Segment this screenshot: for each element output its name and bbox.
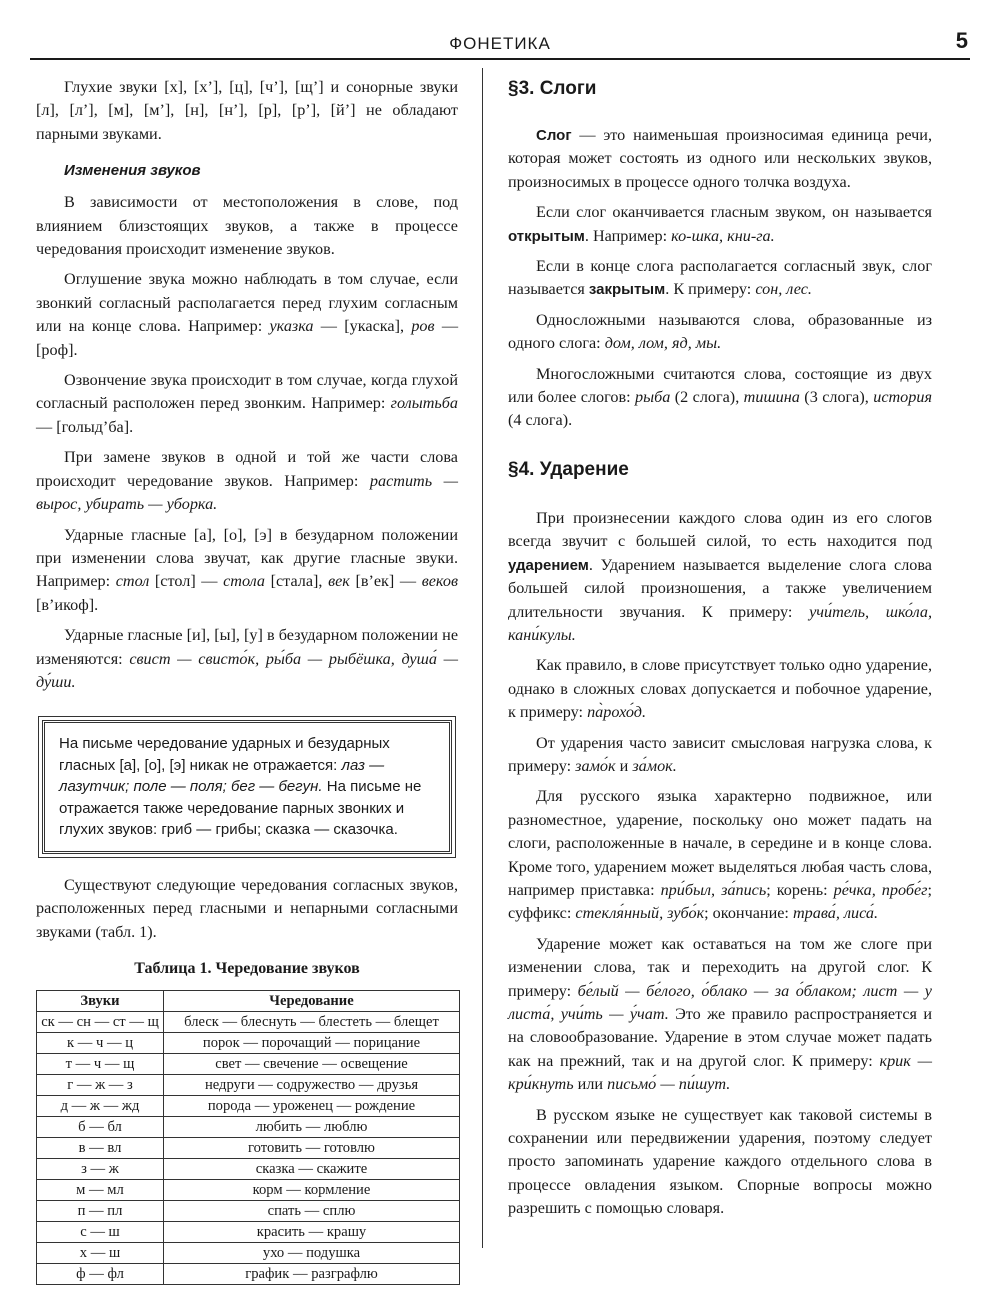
running-header bbox=[30, 28, 970, 60]
paragraph-stress-definition: При произнесении каждого слова один из его слогов всегда звучит с большей силой, то есть находится под ударением. Ударением называется выделение слога слова большей силой произношения, а также увеличением длительности звучания. К примеру: учи́тель, шко́ла, кани́кулы. bbox=[508, 508, 932, 644]
table-row: х — ш ухо — подушка bbox=[37, 1243, 460, 1264]
table-row: с — ш красить — крашу bbox=[37, 1222, 460, 1243]
table-row: д — ж — жд порода — уроженец — рождение bbox=[37, 1096, 460, 1117]
table-row: з — ж сказка — скажите bbox=[37, 1159, 460, 1180]
left-column bbox=[36, 76, 458, 1285]
paragraph-syllable-definition: Слог — это наименьшая произносимая единица речи, которая может состоять из одного или нескольких звуков, произносимых в процессе одного толчка воздуха. bbox=[508, 126, 932, 191]
table-row: б — бл любить — люблю bbox=[37, 1117, 460, 1138]
table-caption: Таблица 1. Чередование звуков bbox=[134, 960, 360, 978]
paragraph-stressed-vowels-aoe: Ударные гласные [а], [о], [э] в безударном положении при изменении слова звучат, как другие гласные звуки. Например: стол [стол] — стола [стала], век [в’ек] — веков [в’икоф]. bbox=[36, 525, 458, 614]
section-title-stress: §4. Ударение bbox=[508, 458, 629, 480]
column-divider bbox=[482, 68, 483, 1248]
paragraph-stress-memorize: В русском языке не существует как таковой системы в сохранении или передвижении ударения, поэтому следует просто запоминать ударение каждого отдельного слова в процессе овладения языком. Спорные вопросы можно разрешить с помощью словаря. bbox=[508, 1105, 932, 1218]
table-row: г — ж — з недруги — содружество — друзья bbox=[37, 1075, 460, 1096]
note-box: На письме чередование ударных и безударных гласных [а], [о], [э] никак не отражается: лаз — лазутчик; поле — поля; бег — бегун. На письме не отражается также чередование парных звонких и глухих звуков: гриб — грибы; сказка — сказочка. bbox=[42, 720, 452, 854]
table-row: к — ч — ц порок — порочащий — порицание bbox=[37, 1033, 460, 1054]
table-header-row bbox=[37, 991, 460, 1012]
column-header-alternation: Чередование bbox=[164, 991, 460, 1012]
table-row: п — пл спать — сплю bbox=[37, 1201, 460, 1222]
paragraph-monosyllabic: Односложными называются слова, образованные из одного слога: дом, лом, яд, мы. bbox=[508, 310, 932, 353]
paragraph-devoicing: Оглушение звука можно наблюдать в том случае, если звонкий согласный располагается перед глухим согласным или на конце слова. Например: указка — [укаска], ров — [роф]. bbox=[36, 270, 459, 359]
section-title-syllables: §3. Слоги bbox=[508, 78, 597, 99]
paragraph-open-syllable: Если слог оканчивается гласным звуком, он называется открытым. Например: ко-шка, кни-га. bbox=[508, 203, 932, 245]
paragraph-stress-meaning: От ударения часто зависит смысловая нагрузка слова, к примеру: замо́к и за́мок. bbox=[508, 733, 932, 775]
table-row: ск — сн — ст — щ блеск — блеснуть — блестеть — блещет bbox=[37, 1012, 460, 1033]
running-header-title: ФОНЕТИКА bbox=[449, 34, 551, 53]
paragraph-closed-syllable: Если в конце слога располагается согласный звук, слог называется закрытым. К примеру: сон, лес. bbox=[508, 257, 932, 299]
paragraph-sound-changes: В зависимости от местоположения в слове, под влиянием близстоящих звуков, а также в процессе чередования происходит изменение звуков. bbox=[36, 193, 458, 259]
paragraph-alternations-intro: Существуют следующие чередования согласных звуков, расположенных перед гласными и непарными согласными звуками (табл. 1). bbox=[36, 875, 458, 941]
paragraph-stress-shift: Ударение может как оставаться на том же слоге при изменении слова, так и переходить на другой слог. К примеру: бе́лый — бе́лого, о́блако — за о́блаком; лист — у листа́, учи́ть — у́чат. Это же правило распространяется и на словообразование. Ударение в этом случае может падать как на прежний, так и на другой слог. К примеру: крик — кри́кнуть или письмо́ — пи́шут. bbox=[508, 934, 932, 1094]
paragraph-secondary-stress: Как правило, в слове присутствует только одно ударение, однако в сложных словах допускается и побочное ударение, к примеру: па̀рохо́д. bbox=[508, 656, 932, 722]
column-header-sounds: Звуки bbox=[37, 991, 164, 1012]
table-row: ф — фл график — разграфлю bbox=[37, 1264, 460, 1285]
paragraph-stressed-vowels-iyu: Ударные гласные [и], [ы], [у] в безударном положении не изменяются: свист — свисто́к, ры́ба — рыбёшка, душа́ — ду́ши. bbox=[36, 626, 458, 691]
paragraph-intro: Глухие звуки [х], [х’], [ц], [ч’], [щ’] и сонорные звуки [л], [л’], [м], [м’], [н], [н’], [р], [р’], [й’] не обладают парными звуками. bbox=[36, 78, 458, 143]
table-row: т — ч — щ свет — свечение — освещение bbox=[37, 1054, 460, 1075]
subheading-sound-changes: Изменения звуков bbox=[64, 162, 201, 180]
right-column bbox=[508, 76, 932, 1228]
paragraph-polysyllabic: Многосложными считаются слова, состоящие из двух или более слогов: рыба (2 слога), тишина (3 слога), история (4 слога). bbox=[508, 364, 932, 430]
table-row: м — мл корм — кормление bbox=[37, 1180, 460, 1201]
page-number: 5 bbox=[955, 28, 968, 53]
paragraph-voicing: Озвончение звука происходит в том случае, когда глухой согласный расположен перед звонким. Например: голытьба — [голыд’ба]. bbox=[36, 371, 458, 436]
paragraph-alternation: При замене звуков в одной и той же части слова происходит чередование звуков. Например: растить — вырос, убирать — уборка. bbox=[36, 448, 458, 514]
paragraph-mobile-stress: Для русского языка характерно подвижное, или разноместное, ударение, поскольку оно может падать на слоги, расположенные в начале, в середине и в конце слова. Кроме того, ударением может выделяться любая часть слова, например приставка: при́был, за́пись; корень: ре́чка, пробе́г; суффикс: стекля́нный, зубо́к; окончание: трава́, лиса́. bbox=[508, 787, 932, 923]
table-row: в — вл готовить — готовлю bbox=[37, 1138, 460, 1159]
alternation-table bbox=[36, 990, 460, 1285]
